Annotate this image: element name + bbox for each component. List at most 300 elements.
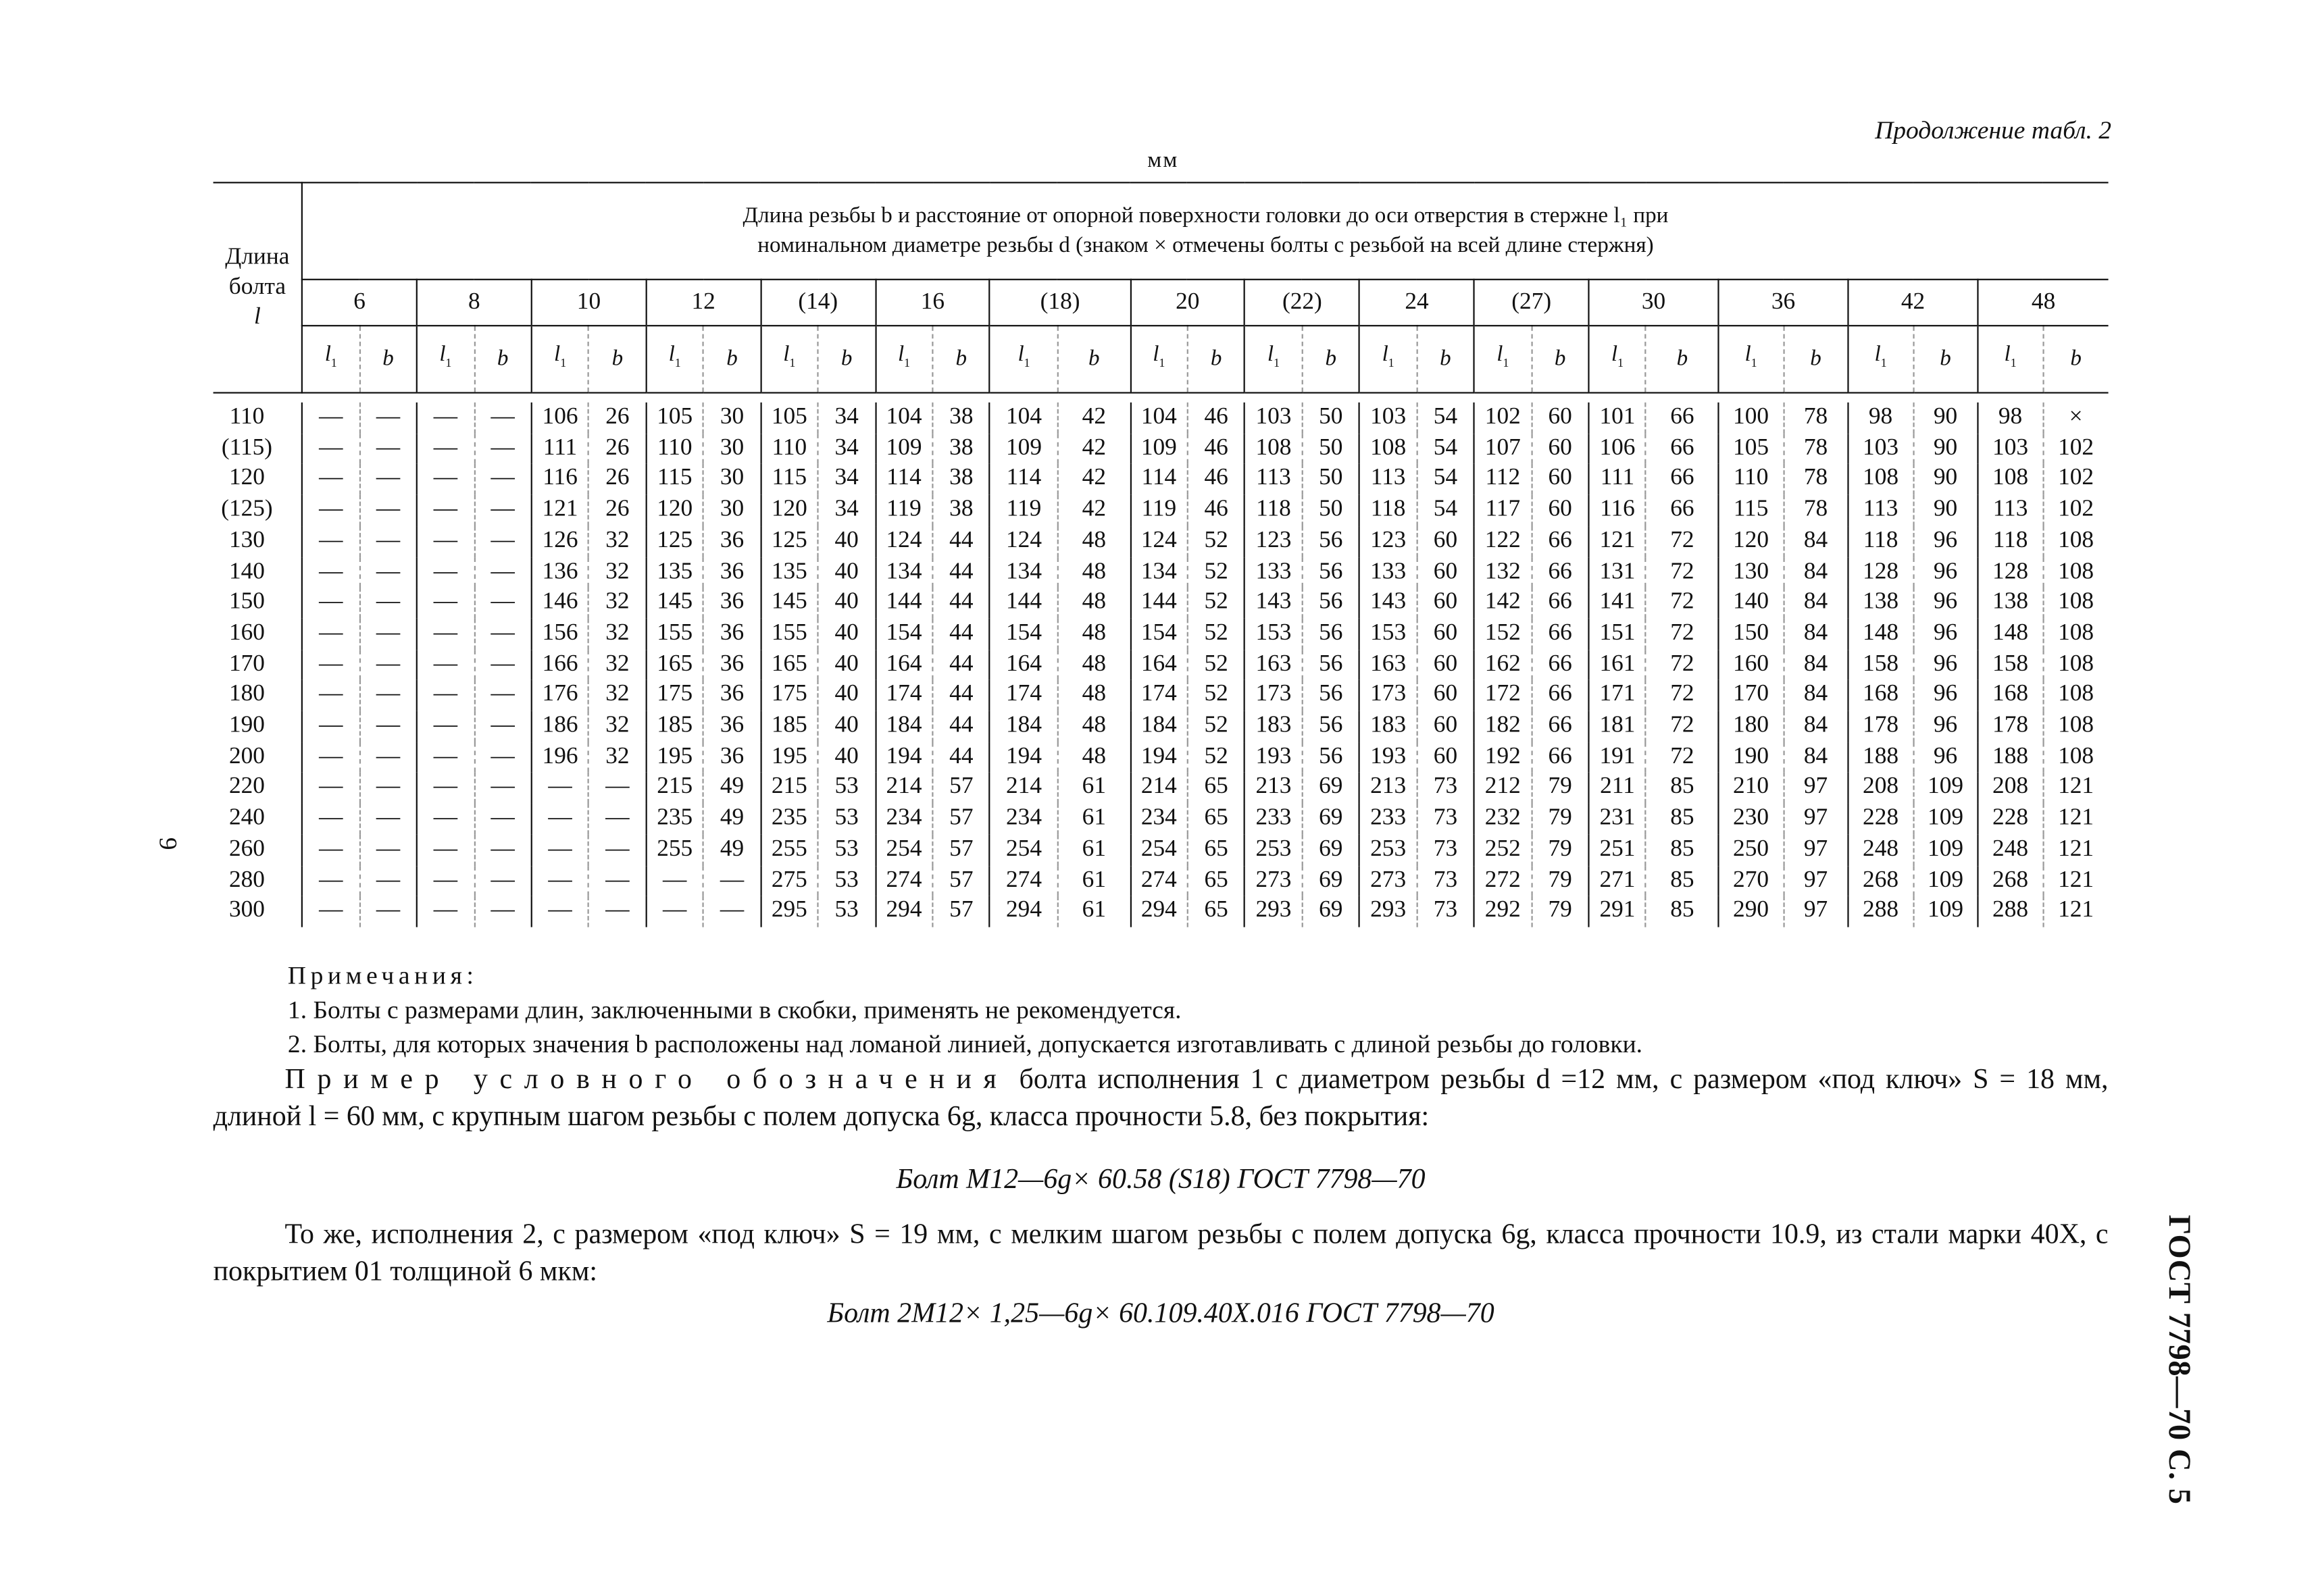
table-row — [213, 804, 2109, 835]
l1-value-cell: 174 — [1130, 680, 1188, 711]
l1-value-cell: 162 — [1474, 649, 1532, 680]
l1-value-cell: 136 — [532, 557, 589, 588]
l1-value-cell: 195 — [761, 742, 818, 773]
l1-value-cell: 118 — [1359, 495, 1417, 526]
subheader-l1 — [990, 326, 1057, 392]
l1-value-cell: 113 — [1245, 464, 1303, 495]
l1-value-cell: 293 — [1359, 896, 1417, 927]
table-row — [213, 495, 2109, 526]
l1-value-cell: 190 — [1719, 742, 1784, 773]
b-value-cell: 56 — [1302, 680, 1359, 711]
l1-value-cell: 196 — [532, 742, 589, 773]
subheader-b: b — [474, 326, 532, 392]
b-value-cell: 46 — [1188, 434, 1245, 465]
l1-value-cell: — — [417, 588, 474, 619]
l1-value-cell: — — [302, 526, 359, 557]
b-value-cell: 72 — [1646, 619, 1718, 650]
bolt-length-cell: 120 — [213, 464, 303, 495]
l1-value-cell: 251 — [1589, 835, 1646, 866]
b-value-cell: 96 — [1913, 526, 1978, 557]
l1-value-cell: — — [302, 680, 359, 711]
l1-value-cell: 184 — [1130, 711, 1188, 742]
b-value-cell: 79 — [1532, 804, 1589, 835]
b-value-cell: 52 — [1188, 680, 1245, 711]
b-value-cell: 79 — [1532, 896, 1589, 927]
b-value-cell: — — [359, 557, 417, 588]
b-value-cell: 52 — [1188, 649, 1245, 680]
l1-value-cell: 254 — [990, 835, 1057, 866]
subheader-l1-index: 1 — [330, 355, 337, 369]
subheader-l1-letter: l — [1611, 342, 1618, 367]
caption-line-2: номинальном диаметре резьбы d (знаком × отмечены болты с резьбой на всей длине стержня) — [757, 234, 1654, 258]
b-value-cell: 54 — [1417, 434, 1474, 465]
subheader-b: b — [2043, 326, 2109, 392]
l1-value-cell: 151 — [1589, 619, 1646, 650]
l1-value-cell: 215 — [761, 773, 818, 804]
b-value-cell: 73 — [1417, 896, 1474, 927]
b-value-cell: — — [359, 495, 417, 526]
l1-value-cell: 163 — [1245, 649, 1303, 680]
l1-value-cell: 254 — [876, 835, 933, 866]
l1-value-cell: 233 — [1245, 804, 1303, 835]
b-value-cell: 72 — [1646, 526, 1718, 557]
b-value-cell: 52 — [1188, 711, 1245, 742]
b-value-cell: 44 — [932, 557, 990, 588]
b-value-cell: 36 — [703, 526, 761, 557]
bolt-length-cell: (115) — [213, 434, 303, 465]
b-value-cell: 52 — [1188, 742, 1245, 773]
l1-value-cell: 212 — [1474, 773, 1532, 804]
l1-value-cell: 108 — [1359, 434, 1417, 465]
b-value-cell: 53 — [818, 896, 876, 927]
subheader-l1-index: 1 — [1388, 355, 1394, 369]
l1-value-cell: — — [302, 403, 359, 434]
l1-value-cell: 234 — [990, 804, 1057, 835]
b-value-cell: 60 — [1417, 711, 1474, 742]
l1-value-cell: 115 — [761, 464, 818, 495]
table-body — [213, 403, 2109, 927]
l1-value-cell: — — [532, 773, 589, 804]
l1-value-cell: 274 — [876, 865, 933, 896]
b-value-cell: 42 — [1058, 403, 1130, 434]
l1-value-cell: 195 — [646, 742, 703, 773]
b-value-cell: 57 — [932, 835, 990, 866]
example-spaced-heading: Пример условного обозначения — [284, 1064, 1009, 1096]
b-value-cell: 60 — [1417, 649, 1474, 680]
l1-value-cell: 143 — [1359, 588, 1417, 619]
l1-value-cell: 98 — [1848, 403, 1913, 434]
b-value-cell: 56 — [1302, 557, 1359, 588]
subheader-l1 — [1848, 326, 1913, 392]
subheader-l1-index: 1 — [2010, 355, 2017, 369]
b-value-cell: 50 — [1302, 464, 1359, 495]
l1-value-cell: 110 — [1719, 464, 1784, 495]
b-value-cell: 66 — [1532, 557, 1589, 588]
l1-value-cell: 110 — [761, 434, 818, 465]
subheader-l1 — [1474, 326, 1532, 392]
subheader-l1 — [1978, 326, 2043, 392]
l1-value-cell: 234 — [876, 804, 933, 835]
diameter-header: 6 — [302, 280, 417, 326]
b-value-cell: 121 — [2043, 773, 2109, 804]
l1-value-cell: 150 — [1719, 619, 1784, 650]
b-value-cell: 36 — [703, 742, 761, 773]
l1-value-cell: 194 — [876, 742, 933, 773]
l1-value-cell: — — [302, 896, 359, 927]
l1-value-cell: 175 — [646, 680, 703, 711]
l1-value-cell: 111 — [1589, 464, 1646, 495]
b-value-cell: 32 — [588, 711, 646, 742]
l1-value-cell: 181 — [1589, 711, 1646, 742]
b-value-cell: 40 — [818, 711, 876, 742]
b-value-cell: — — [474, 896, 532, 927]
subheader-l1 — [1719, 326, 1784, 392]
subheader-l1 — [302, 326, 359, 392]
l1-value-cell: 231 — [1589, 804, 1646, 835]
b-value-cell: 48 — [1058, 526, 1130, 557]
b-value-cell: 42 — [1058, 464, 1130, 495]
b-value-cell: 121 — [2043, 835, 2109, 866]
b-value-cell: — — [588, 773, 646, 804]
b-value-cell: — — [359, 711, 417, 742]
subheader-l1 — [761, 326, 818, 392]
l1-value-cell: 124 — [1130, 526, 1188, 557]
table-row — [213, 835, 2109, 866]
table-row — [213, 896, 2109, 927]
subheader-b: b — [1646, 326, 1718, 392]
l1-value-cell: — — [302, 495, 359, 526]
b-value-cell: 97 — [1784, 835, 1848, 866]
l1-value-cell: 208 — [1978, 773, 2043, 804]
l1-value-cell: 125 — [646, 526, 703, 557]
bolt-length-cell: 160 — [213, 619, 303, 650]
b-value-cell: 108 — [2043, 588, 2109, 619]
l1-value-cell: 172 — [1474, 680, 1532, 711]
b-value-cell: 44 — [932, 742, 990, 773]
l1-value-cell: 100 — [1719, 403, 1784, 434]
b-value-cell: 73 — [1417, 804, 1474, 835]
b-value-cell: 85 — [1646, 835, 1718, 866]
b-value-cell: — — [474, 680, 532, 711]
l1-value-cell: 112 — [1474, 464, 1532, 495]
b-value-cell: 84 — [1784, 619, 1848, 650]
subheader-l1-index: 1 — [674, 355, 681, 369]
l1-value-cell: 154 — [990, 619, 1057, 650]
b-value-cell: 79 — [1532, 865, 1589, 896]
l1-value-cell: 144 — [990, 588, 1057, 619]
b-value-cell: 32 — [588, 557, 646, 588]
l1-value-cell: 153 — [1359, 619, 1417, 650]
b-value-cell: 78 — [1784, 464, 1848, 495]
b-value-cell: 69 — [1302, 896, 1359, 927]
diameter-header: 16 — [876, 280, 990, 326]
b-value-cell: — — [474, 434, 532, 465]
l1-value-cell: 164 — [990, 649, 1057, 680]
b-value-cell: 69 — [1302, 804, 1359, 835]
b-value-cell: 40 — [818, 588, 876, 619]
b-value-cell: 48 — [1058, 588, 1130, 619]
b-value-cell: — — [474, 773, 532, 804]
b-value-cell: 90 — [1913, 464, 1978, 495]
subheader-l1 — [1245, 326, 1303, 392]
l1-value-cell: — — [302, 773, 359, 804]
b-value-cell: 61 — [1058, 835, 1130, 866]
l1-value-cell: 98 — [1978, 403, 2043, 434]
l1-value-cell: 104 — [876, 403, 933, 434]
b-value-cell: 57 — [932, 773, 990, 804]
subheader-b: b — [1532, 326, 1589, 392]
l1-value-cell: 174 — [876, 680, 933, 711]
b-value-cell: 84 — [1784, 526, 1848, 557]
b-value-cell: — — [359, 773, 417, 804]
subheader-l1-letter: l — [897, 342, 905, 367]
l1-value-cell: 228 — [1848, 804, 1913, 835]
l1-value-cell: 214 — [990, 773, 1057, 804]
l1-value-cell: 294 — [876, 896, 933, 927]
subheader-l1-index: 1 — [1274, 355, 1280, 369]
b-value-cell: — — [474, 649, 532, 680]
b-value-cell: 36 — [703, 649, 761, 680]
l1-value-cell: 123 — [1359, 526, 1417, 557]
l1-value-cell: 124 — [990, 526, 1057, 557]
b-value-cell: 69 — [1302, 773, 1359, 804]
l1-value-cell: 113 — [1848, 495, 1913, 526]
b-value-cell: — — [474, 619, 532, 650]
subheader-l1 — [417, 326, 474, 392]
l1-value-cell: 193 — [1245, 742, 1303, 773]
diameter-header: (27) — [1474, 280, 1589, 326]
b-value-cell: 84 — [1784, 742, 1848, 773]
bolt-length-cell: (125) — [213, 495, 303, 526]
bolt-length-cell: 190 — [213, 711, 303, 742]
l1-value-cell: 106 — [1589, 434, 1646, 465]
l1-value-cell: 193 — [1359, 742, 1417, 773]
b-value-cell: 34 — [818, 434, 876, 465]
b-value-cell: 66 — [1532, 711, 1589, 742]
l1-value-cell: 123 — [1245, 526, 1303, 557]
b-value-cell: 32 — [588, 588, 646, 619]
b-value-cell: 30 — [703, 495, 761, 526]
l1-value-cell: 211 — [1589, 773, 1646, 804]
subheader-l1-letter: l — [1153, 342, 1159, 367]
b-value-cell: — — [474, 557, 532, 588]
subheader-b: b — [1784, 326, 1848, 392]
l1-value-cell: 109 — [1130, 434, 1188, 465]
b-value-cell: 97 — [1784, 865, 1848, 896]
subcolumn-header-row — [213, 326, 2109, 392]
b-value-cell: 46 — [1188, 495, 1245, 526]
l1-value-cell: 121 — [532, 495, 589, 526]
b-value-cell: — — [703, 896, 761, 927]
b-value-cell: 52 — [1188, 557, 1245, 588]
l1-value-cell: — — [532, 835, 589, 866]
l1-value-cell: 114 — [1130, 464, 1188, 495]
l1-value-cell: 158 — [1848, 649, 1913, 680]
b-value-cell: 65 — [1188, 835, 1245, 866]
b-value-cell: 60 — [1532, 495, 1589, 526]
l1-value-cell: 119 — [876, 495, 933, 526]
l1-value-cell: 235 — [761, 804, 818, 835]
b-value-cell: 72 — [1646, 649, 1718, 680]
l1-value-cell: 214 — [876, 773, 933, 804]
b-value-cell: 102 — [2043, 434, 2109, 465]
l1-value-cell: 274 — [990, 865, 1057, 896]
b-value-cell: 66 — [1532, 680, 1589, 711]
b-value-cell: — — [474, 464, 532, 495]
b-value-cell: 57 — [932, 865, 990, 896]
b-value-cell: 32 — [588, 680, 646, 711]
b-value-cell: 60 — [1417, 619, 1474, 650]
bolt-length-cell: 260 — [213, 835, 303, 866]
bolt-length-cell: 110 — [213, 403, 303, 434]
b-value-cell: 44 — [932, 649, 990, 680]
l1-value-cell: 109 — [990, 434, 1057, 465]
diameter-header: 20 — [1130, 280, 1245, 326]
l1-value-cell: 184 — [990, 711, 1057, 742]
l1-value-cell: 186 — [532, 711, 589, 742]
bolt-length-cell: 300 — [213, 896, 303, 927]
b-value-cell: 69 — [1302, 865, 1359, 896]
l1-value-cell: 173 — [1359, 680, 1417, 711]
l1-value-cell: 143 — [1245, 588, 1303, 619]
b-value-cell: 121 — [2043, 804, 2109, 835]
subheader-l1-index: 1 — [1024, 355, 1030, 369]
b-value-cell: 40 — [818, 742, 876, 773]
b-value-cell: 90 — [1913, 434, 1978, 465]
diameter-header: 48 — [1978, 280, 2109, 326]
length-column-header — [213, 182, 303, 392]
l1-value-cell: 294 — [990, 896, 1057, 927]
l1-value-cell: 270 — [1719, 865, 1784, 896]
b-value-cell: 44 — [932, 711, 990, 742]
l1-value-cell: 133 — [1245, 557, 1303, 588]
b-value-cell: 48 — [1058, 619, 1130, 650]
l1-value-cell: 135 — [761, 557, 818, 588]
b-value-cell: — — [474, 804, 532, 835]
b-value-cell: 84 — [1784, 649, 1848, 680]
l1-value-cell: 171 — [1589, 680, 1646, 711]
subheader-l1-index: 1 — [1503, 355, 1509, 369]
b-value-cell: 46 — [1188, 403, 1245, 434]
b-value-cell: 40 — [818, 680, 876, 711]
b-value-cell: 44 — [932, 588, 990, 619]
l1-value-cell: 166 — [532, 649, 589, 680]
b-value-cell: 56 — [1302, 526, 1359, 557]
l1-value-cell: 273 — [1359, 865, 1417, 896]
l1-value-cell: — — [417, 773, 474, 804]
l1-value-cell: 161 — [1589, 649, 1646, 680]
subheader-b: b — [1417, 326, 1474, 392]
l1-value-cell: 215 — [646, 773, 703, 804]
subheader-l1 — [1359, 326, 1417, 392]
b-value-cell: — — [474, 403, 532, 434]
l1-value-cell: 101 — [1589, 403, 1646, 434]
subheader-b: b — [1058, 326, 1130, 392]
l1-value-cell: 131 — [1589, 557, 1646, 588]
b-value-cell: 60 — [1532, 403, 1589, 434]
l1-value-cell: 214 — [1130, 773, 1188, 804]
subheader-b: b — [703, 326, 761, 392]
b-value-cell: 42 — [1058, 495, 1130, 526]
b-value-cell: 66 — [1532, 588, 1589, 619]
b-value-cell: 109 — [1913, 865, 1978, 896]
l1-value-cell: — — [417, 464, 474, 495]
b-value-cell: — — [474, 711, 532, 742]
b-value-cell: 30 — [703, 434, 761, 465]
b-value-cell: 84 — [1784, 711, 1848, 742]
l1-value-cell: 109 — [876, 434, 933, 465]
b-value-cell: 54 — [1417, 495, 1474, 526]
b-value-cell: 108 — [2043, 649, 2109, 680]
b-value-cell: 57 — [932, 896, 990, 927]
designation-formula-2: Болт 2М12× 1,25—6g× 60.109.40Х.016 ГОСТ 7798—70 — [827, 1298, 1494, 1330]
length-header-symbol: l — [253, 304, 261, 330]
l1-value-cell: — — [646, 865, 703, 896]
l1-value-cell: 121 — [1589, 526, 1646, 557]
b-value-cell: 65 — [1188, 804, 1245, 835]
l1-value-cell: 155 — [761, 619, 818, 650]
b-value-cell: 90 — [1913, 403, 1978, 434]
b-value-cell: 73 — [1417, 773, 1474, 804]
l1-value-cell: 119 — [990, 495, 1057, 526]
diameter-header: 8 — [417, 280, 532, 326]
l1-value-cell: 192 — [1474, 742, 1532, 773]
l1-value-cell: 118 — [1848, 526, 1913, 557]
b-value-cell: 36 — [703, 711, 761, 742]
b-value-cell: 96 — [1913, 742, 1978, 773]
l1-value-cell: 156 — [532, 619, 589, 650]
b-value-cell: 52 — [1188, 588, 1245, 619]
bolt-length-cell: 200 — [213, 742, 303, 773]
b-value-cell: 109 — [1913, 804, 1978, 835]
b-value-cell: 36 — [703, 619, 761, 650]
b-value-cell: 44 — [932, 680, 990, 711]
l1-value-cell: 255 — [761, 835, 818, 866]
l1-value-cell: 178 — [1848, 711, 1913, 742]
b-value-cell: 85 — [1646, 865, 1718, 896]
b-value-cell: — — [474, 526, 532, 557]
l1-value-cell: 252 — [1474, 835, 1532, 866]
l1-value-cell: 188 — [1848, 742, 1913, 773]
b-value-cell: 96 — [1913, 711, 1978, 742]
unit-label: мм — [1147, 149, 1179, 174]
b-value-cell: 61 — [1058, 773, 1130, 804]
l1-value-cell: 235 — [646, 804, 703, 835]
b-value-cell: 56 — [1302, 649, 1359, 680]
b-value-cell: 96 — [1913, 649, 1978, 680]
b-value-cell: — — [474, 865, 532, 896]
b-value-cell: 26 — [588, 403, 646, 434]
l1-value-cell: — — [532, 896, 589, 927]
l1-value-cell: 254 — [1130, 835, 1188, 866]
l1-value-cell: 103 — [1978, 434, 2043, 465]
l1-value-cell: 160 — [1719, 649, 1784, 680]
l1-value-cell: 118 — [1245, 495, 1303, 526]
l1-value-cell: 253 — [1359, 835, 1417, 866]
l1-value-cell: 132 — [1474, 557, 1532, 588]
b-value-cell: 60 — [1417, 680, 1474, 711]
b-value-cell: — — [359, 742, 417, 773]
l1-value-cell: 165 — [646, 649, 703, 680]
b-value-cell: — — [588, 835, 646, 866]
l1-value-cell: 180 — [1719, 711, 1784, 742]
l1-value-cell: 115 — [646, 464, 703, 495]
b-value-cell: 53 — [818, 865, 876, 896]
subheader-l1 — [1130, 326, 1188, 392]
b-value-cell: — — [474, 742, 532, 773]
l1-value-cell: 128 — [1848, 557, 1913, 588]
b-value-cell: 32 — [588, 649, 646, 680]
